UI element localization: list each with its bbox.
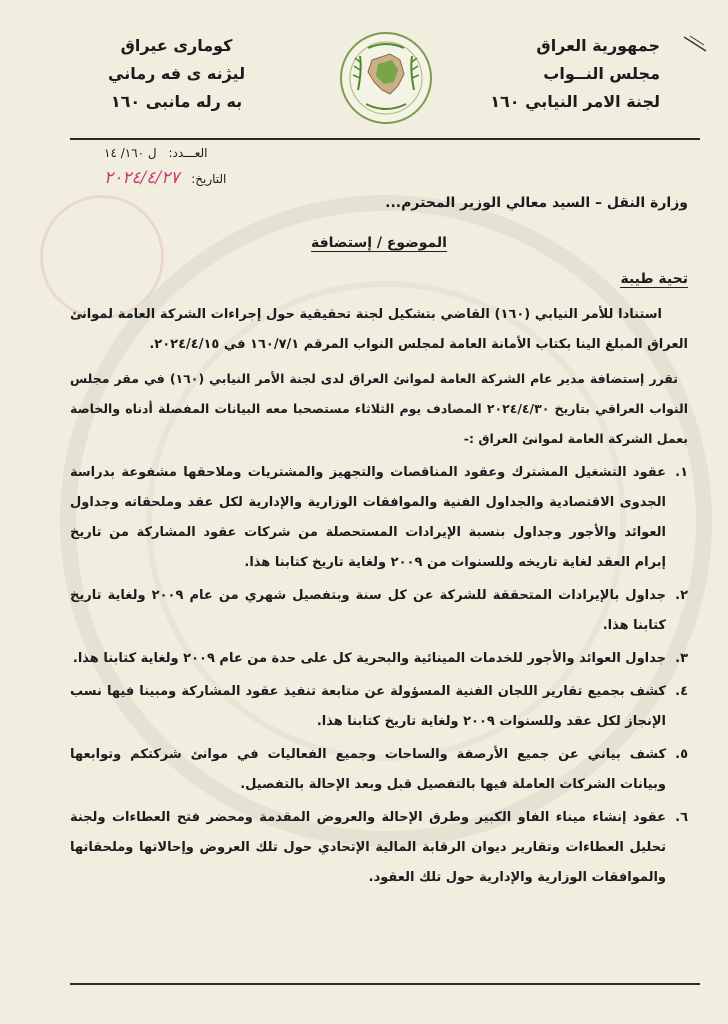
- pen-mark-icon: [682, 34, 708, 54]
- list-item: [70, 458, 688, 578]
- item-number: ٢.: [675, 588, 688, 603]
- item-number: ٤.: [675, 684, 688, 699]
- header-line: مجلس النــواب: [543, 64, 660, 83]
- header-kurdish: [108, 32, 245, 116]
- letter-body: [70, 188, 688, 896]
- reference-date: [104, 168, 226, 188]
- list-item: [70, 581, 688, 641]
- paragraph-summons: تقرر إستضافة مدير عام الشركة العامة لموانئ العراق لدى لجنة الأمر النيابي (١٦٠) في مقر مجلس النواب العراقي بتاريخ ٢٠٢٤/٤/٣٠ المصادف يوم الثلاثاء مستصحبا معه البيانات المفصلة أدناه والخاصة بعمل الشركة العامة لموانئ العراق :-: [70, 371, 689, 446]
- subject-text: الموضوع / إستضافة: [311, 235, 447, 251]
- header-arabic: [490, 32, 660, 116]
- item-text: جداول بالإيرادات المتحققة للشركة عن كل سنة وبتفصيل شهري من عام ٢٠٠٩ ولغاية تاريخ كتابنا هذا.: [70, 588, 667, 633]
- item-text: جداول العوائد والأجور للخدمات المينائية والبحرية كل على حدة من عام ٢٠٠٩ ولغاية كتابنا هذا.: [72, 651, 666, 666]
- reference-number: [104, 146, 207, 160]
- item-text: كشف بجميع تقارير اللجان الفنية المسؤولة عن متابعة تنفيذ عقود المشاركة ومبينا فيها نسب الإنجاز لكل عقد وللسنوات ٢٠٠٩ ولغاية تاريخ كتابنا هذا.: [70, 684, 666, 729]
- number-value: ل ١٦٠/ ١٤: [104, 146, 157, 160]
- list-item: [70, 803, 688, 893]
- item-text: عقود إنشاء ميناء الفاو الكبير وطرق الإحالة والعروض المقدمة ومحضر فتح العطاءات ولجنة تحليل العطاءات وتقارير ديوان الرقابة المالية الإتحادي حول تلك العروض وإحالاتها وملحقاتها والموافقات الوزارية والإدارية حول تلك العقود.: [70, 810, 666, 885]
- header-line: جمهورية العراق: [536, 36, 660, 55]
- header-line: كوماری عیراق: [120, 36, 233, 55]
- item-number: ٣.: [675, 651, 688, 666]
- subject-line: [70, 228, 688, 258]
- header-line: به رله مانبى ١٦٠: [110, 92, 243, 111]
- date-label: التاريخ:: [191, 172, 227, 186]
- greeting: [70, 264, 688, 294]
- requirements-list: [70, 458, 688, 893]
- item-number: ١.: [675, 465, 688, 480]
- paragraph-intro: استنادا للأمر النيابي (١٦٠) القاضي بتشكيل لجنة تحقيقية حول إجراءات الشركة العامة لموانئ العراق المبلغ الينا بكتاب الأمانة العامة لمجلس النواب المرقم ١٦٠/٧/١ في ٢٠٢٤/٤/١٥.: [70, 307, 688, 352]
- parliament-emblem-icon: [338, 30, 434, 126]
- list-item: [70, 740, 688, 800]
- footer-divider: [70, 983, 700, 985]
- item-text: عقود التشغيل المشترك وعقود المناقصات والتجهيز والمشتريات وملاحقها مشفوعة بدراسة الجدوى الاقتصادية والجداول الفنية والموافقات الوزارية والإدارية لكل عقد وملحقاته وجداول العوائد والأجور وجداول بنسبة الإيرادات المستحصلة من شركات عقود المشاركة من تاريخ إبرام العقد لغاية تاريخه وللسنوات من ٢٠٠٩ ولغاية تاريخ كتابنا هذا.: [70, 465, 666, 570]
- header-line: لجنة الامر النيابي ١٦٠: [490, 92, 660, 111]
- item-text: كشف بياني عن جميع الأرصفة والساحات وجميع الفعاليات في موانئ شركتكم وتوابعها وبيانات الشركات العاملة فيها بالتفصيل قبل وبعد الإحالة بالتفصيل.: [70, 747, 666, 792]
- date-value: ٢٠٢٤/٤/٢٧: [104, 168, 180, 188]
- item-number: ٦.: [675, 810, 688, 825]
- number-label: العـــدد:: [168, 146, 208, 160]
- header-line: ليژنه ى فه رماني: [108, 64, 246, 83]
- header-divider: [70, 138, 700, 140]
- item-number: ٥.: [675, 747, 688, 762]
- addressee: وزارة النقل – السيد معالي الوزير المحترم...: [385, 195, 688, 211]
- list-item: [70, 677, 688, 737]
- greeting-text: تحية طيبة: [620, 271, 688, 287]
- list-item: [70, 644, 688, 674]
